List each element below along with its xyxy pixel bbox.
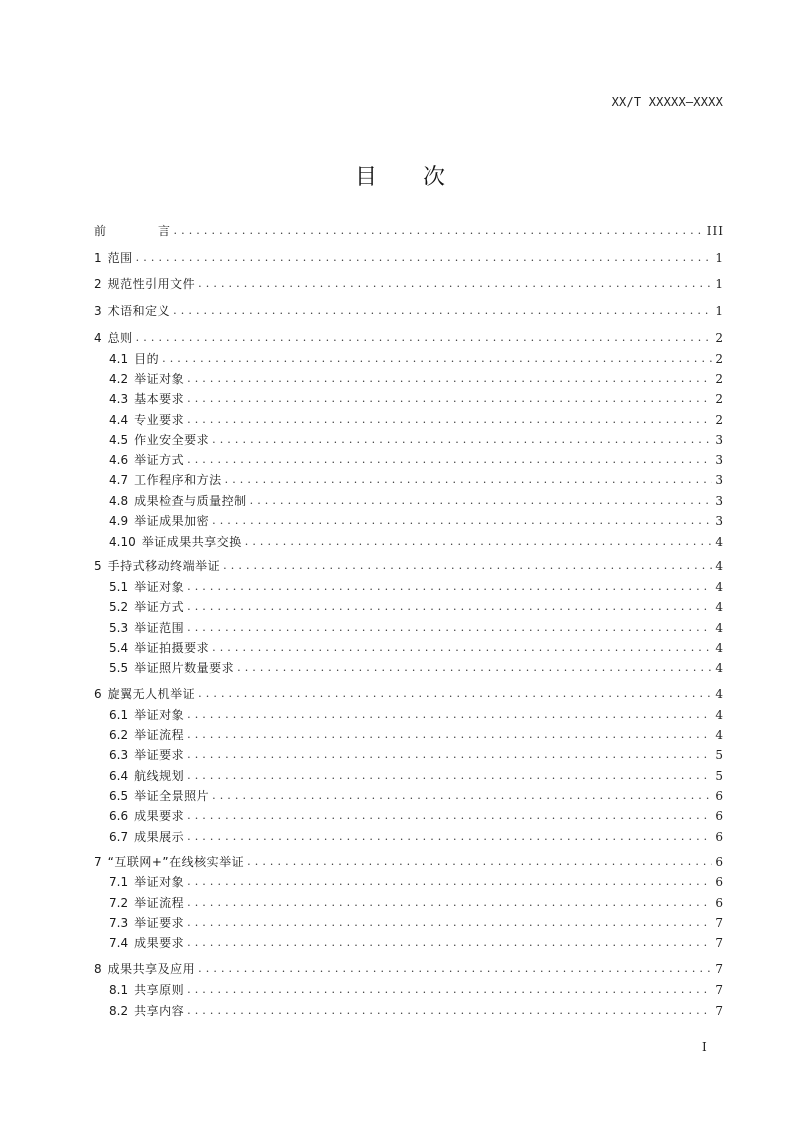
- leader-dots: [187, 934, 712, 952]
- toc-subentry[interactable]: [109, 390, 724, 408]
- toc-entry-preface[interactable]: [94, 222, 724, 240]
- toc-subentry[interactable]: [109, 828, 724, 846]
- toc-number: 6.4: [109, 769, 129, 783]
- toc-number: 2: [94, 277, 102, 291]
- leader-dots: [212, 431, 712, 449]
- toc-page-number: 1: [715, 304, 724, 318]
- toc-page-number: 4: [715, 661, 724, 675]
- toc-subentry[interactable]: [109, 471, 724, 489]
- toc-page-number: 6: [715, 809, 724, 823]
- toc-label: 作业安全要求: [134, 433, 210, 447]
- toc-subentry[interactable]: [109, 451, 724, 469]
- leader-dots: [198, 960, 712, 978]
- toc-subentry[interactable]: [109, 578, 724, 596]
- toc-page-number: 2: [715, 352, 724, 366]
- toc-page-number: 4: [715, 641, 724, 655]
- toc-page-number: 1: [715, 277, 724, 291]
- leader-dots: [198, 685, 712, 703]
- toc-label: 术语和定义: [107, 304, 171, 318]
- toc-label: 举证照片数量要求: [134, 661, 235, 675]
- leader-dots: [187, 706, 712, 724]
- toc-page-number: 3: [715, 453, 724, 467]
- toc-number: 6.6: [109, 809, 129, 823]
- leader-dots: [174, 222, 704, 240]
- toc-subentry[interactable]: [109, 533, 724, 551]
- toc-entry[interactable]: [94, 960, 724, 978]
- toc-number: 4.10: [109, 535, 136, 549]
- toc-page-number: 6: [715, 855, 724, 869]
- leader-dots: [247, 853, 712, 871]
- toc-number: 5.3: [109, 621, 129, 635]
- toc-page-number: 4: [715, 559, 724, 573]
- toc-number: 7.1: [109, 875, 129, 889]
- toc-subentry[interactable]: [109, 370, 724, 388]
- toc-number: 4: [94, 331, 102, 345]
- toc-number: 5.5: [109, 661, 129, 675]
- toc-page-number: 2: [715, 331, 724, 345]
- toc-page-number: 7: [715, 1004, 724, 1018]
- toc-label: 举证流程: [134, 728, 185, 742]
- toc-number: 7: [94, 855, 102, 869]
- toc-page-number: 4: [715, 708, 724, 722]
- toc-label: 前 言: [94, 224, 171, 238]
- leader-dots: [212, 639, 712, 657]
- toc-subentry[interactable]: [109, 350, 724, 368]
- toc-label: 目的: [134, 352, 160, 366]
- toc-number: 6: [94, 687, 102, 701]
- leader-dots: [187, 981, 712, 999]
- toc-page-number: 3: [715, 433, 724, 447]
- leader-dots: [187, 451, 712, 469]
- toc-number: 4.8: [109, 494, 129, 508]
- toc-page-number: 6: [715, 896, 724, 910]
- toc-label: 举证全景照片: [134, 789, 210, 803]
- leader-dots: [187, 578, 712, 596]
- toc-number: 8.1: [109, 983, 129, 997]
- toc-label: 共享原则: [134, 983, 185, 997]
- toc-page-number: 4: [715, 600, 724, 614]
- toc-page-number: 7: [715, 962, 724, 976]
- toc-page-number: 4: [715, 621, 724, 635]
- toc-label: 举证对象: [134, 580, 185, 594]
- leader-dots: [187, 914, 712, 932]
- toc-label: 工作程序和方法: [134, 473, 222, 487]
- toc-page-number: 5: [715, 769, 724, 783]
- toc-label: 举证范围: [134, 621, 185, 635]
- toc-label: 成果共享及应用: [107, 962, 196, 976]
- toc-page-number: 3: [715, 494, 724, 508]
- leader-dots: [237, 659, 712, 677]
- toc-number: 4.5: [109, 433, 129, 447]
- leader-dots: [187, 894, 712, 912]
- toc-entry[interactable]: [94, 685, 724, 703]
- toc-number: 1: [94, 251, 102, 265]
- toc-subentry[interactable]: [109, 934, 724, 952]
- leader-dots: [187, 746, 712, 764]
- toc-number: 6.5: [109, 789, 129, 803]
- toc-number: 6.3: [109, 748, 129, 762]
- toc-label: 手持式移动终端举证: [107, 559, 221, 573]
- toc-page-number: 4: [715, 728, 724, 742]
- footer-page-number: I: [702, 1040, 707, 1054]
- toc-subentry[interactable]: [109, 411, 724, 429]
- toc-page-number: 7: [715, 936, 724, 950]
- toc-number: 7.4: [109, 936, 129, 950]
- toc-number: 6.2: [109, 728, 129, 742]
- toc-label: 成果检查与质量控制: [134, 494, 247, 508]
- toc-subentry[interactable]: [109, 746, 724, 764]
- leader-dots: [187, 390, 712, 408]
- leader-dots: [187, 726, 712, 744]
- leader-dots: [173, 302, 712, 320]
- toc-entry[interactable]: [94, 329, 724, 347]
- toc-page-number: 4: [715, 535, 724, 549]
- leader-dots: [162, 350, 712, 368]
- toc-page-number: 3: [715, 473, 724, 487]
- title-char-1: 目: [354, 165, 377, 190]
- toc-page-number: 6: [715, 875, 724, 889]
- toc-number: 8: [94, 962, 102, 976]
- toc-label: 专业要求: [134, 413, 185, 427]
- toc-page-number: 7: [715, 916, 724, 930]
- leader-dots: [187, 873, 712, 891]
- standard-code: XX/T XXXXX—XXXX: [611, 95, 723, 109]
- toc-page-number: 6: [715, 789, 724, 803]
- toc-subentry[interactable]: [109, 981, 724, 999]
- toc-label: “互联网+”在线核实举证: [107, 855, 245, 869]
- toc-number: 7.3: [109, 916, 129, 930]
- toc-subentry[interactable]: [109, 431, 724, 449]
- toc-label: 举证方式: [134, 600, 185, 614]
- toc-entry[interactable]: [94, 853, 724, 871]
- toc-number: 5: [94, 559, 102, 573]
- toc-page-number: 1: [715, 251, 724, 265]
- toc-subentry[interactable]: [109, 492, 724, 510]
- leader-dots: [187, 619, 712, 637]
- toc-page-number: III: [706, 224, 724, 238]
- toc-number: 6.7: [109, 830, 129, 844]
- toc-number: 4.3: [109, 392, 129, 406]
- leader-dots: [212, 512, 712, 530]
- page-title: [0, 160, 800, 191]
- toc-label: 航线规划: [134, 769, 185, 783]
- toc-page-number: 7: [715, 983, 724, 997]
- leader-dots: [250, 492, 713, 510]
- toc-label: 成果要求: [134, 809, 185, 823]
- title-char-2: 次: [423, 165, 446, 190]
- toc-label: 举证对象: [134, 372, 185, 386]
- toc-subentry[interactable]: [109, 598, 724, 616]
- toc-page-number: 2: [715, 392, 724, 406]
- toc-subentry[interactable]: [109, 767, 724, 785]
- toc-number: 5.4: [109, 641, 129, 655]
- toc-label: 举证成果加密: [134, 514, 210, 528]
- toc-subentry[interactable]: [109, 914, 724, 932]
- toc-label: 举证成果共享交换: [141, 535, 242, 549]
- toc-page-number: 3: [715, 514, 724, 528]
- toc-page-number: 5: [715, 748, 724, 762]
- toc-label: 举证对象: [134, 708, 185, 722]
- toc-label: 举证拍摄要求: [134, 641, 210, 655]
- toc-subentry[interactable]: [109, 659, 724, 677]
- toc-subentry[interactable]: [109, 787, 724, 805]
- leader-dots: [245, 533, 713, 551]
- toc-label: 举证要求: [134, 748, 185, 762]
- toc-subentry[interactable]: [109, 619, 724, 637]
- toc-entry[interactable]: [94, 275, 724, 293]
- toc-page-number: 4: [715, 580, 724, 594]
- leader-dots: [187, 807, 712, 825]
- toc-number: 4.9: [109, 514, 129, 528]
- toc-label: 规范性引用文件: [107, 277, 196, 291]
- leader-dots: [136, 329, 713, 347]
- leader-dots: [212, 787, 712, 805]
- toc-label: 旋翼无人机举证: [107, 687, 196, 701]
- leader-dots: [136, 249, 713, 267]
- leader-dots: [187, 411, 712, 429]
- toc-number: 3: [94, 304, 102, 318]
- leader-dots: [198, 275, 712, 293]
- toc-subentry[interactable]: [109, 706, 724, 724]
- toc-number: 4.7: [109, 473, 129, 487]
- toc-subentry[interactable]: [109, 894, 724, 912]
- leader-dots: [187, 767, 712, 785]
- toc-number: 7.2: [109, 896, 129, 910]
- leader-dots: [225, 471, 713, 489]
- leader-dots: [187, 828, 712, 846]
- toc-subentry[interactable]: [109, 726, 724, 744]
- toc-subentry[interactable]: [109, 1002, 724, 1020]
- toc-number: 4.1: [109, 352, 129, 366]
- toc-label: 共享内容: [134, 1004, 185, 1018]
- toc-number: 5.1: [109, 580, 129, 594]
- toc-subentry[interactable]: [109, 807, 724, 825]
- toc-subentry[interactable]: [109, 639, 724, 657]
- toc-label: 举证要求: [134, 916, 185, 930]
- toc-page-number: 4: [715, 687, 724, 701]
- toc-subentry[interactable]: [109, 512, 724, 530]
- toc-page-number: 2: [715, 413, 724, 427]
- toc-subentry[interactable]: [109, 873, 724, 891]
- leader-dots: [223, 557, 712, 575]
- toc-number: 5.2: [109, 600, 129, 614]
- toc-number: 4.4: [109, 413, 129, 427]
- leader-dots: [187, 370, 712, 388]
- toc-entry[interactable]: [94, 249, 724, 267]
- toc-label: 举证流程: [134, 896, 185, 910]
- toc-label: 举证对象: [134, 875, 185, 889]
- toc-label: 成果展示: [134, 830, 185, 844]
- toc-number: 4.6: [109, 453, 129, 467]
- leader-dots: [187, 1002, 712, 1020]
- toc-number: 6.1: [109, 708, 129, 722]
- toc-label: 总则: [107, 331, 133, 345]
- toc-number: 8.2: [109, 1004, 129, 1018]
- toc-label: 成果要求: [134, 936, 185, 950]
- toc-page-number: 6: [715, 830, 724, 844]
- toc-page-number: 2: [715, 372, 724, 386]
- toc-number: 4.2: [109, 372, 129, 386]
- toc-label: 举证方式: [134, 453, 185, 467]
- toc-entry[interactable]: [94, 557, 724, 575]
- leader-dots: [187, 598, 712, 616]
- toc-entry[interactable]: [94, 302, 724, 320]
- toc-label: 范围: [107, 251, 133, 265]
- toc-label: 基本要求: [134, 392, 185, 406]
